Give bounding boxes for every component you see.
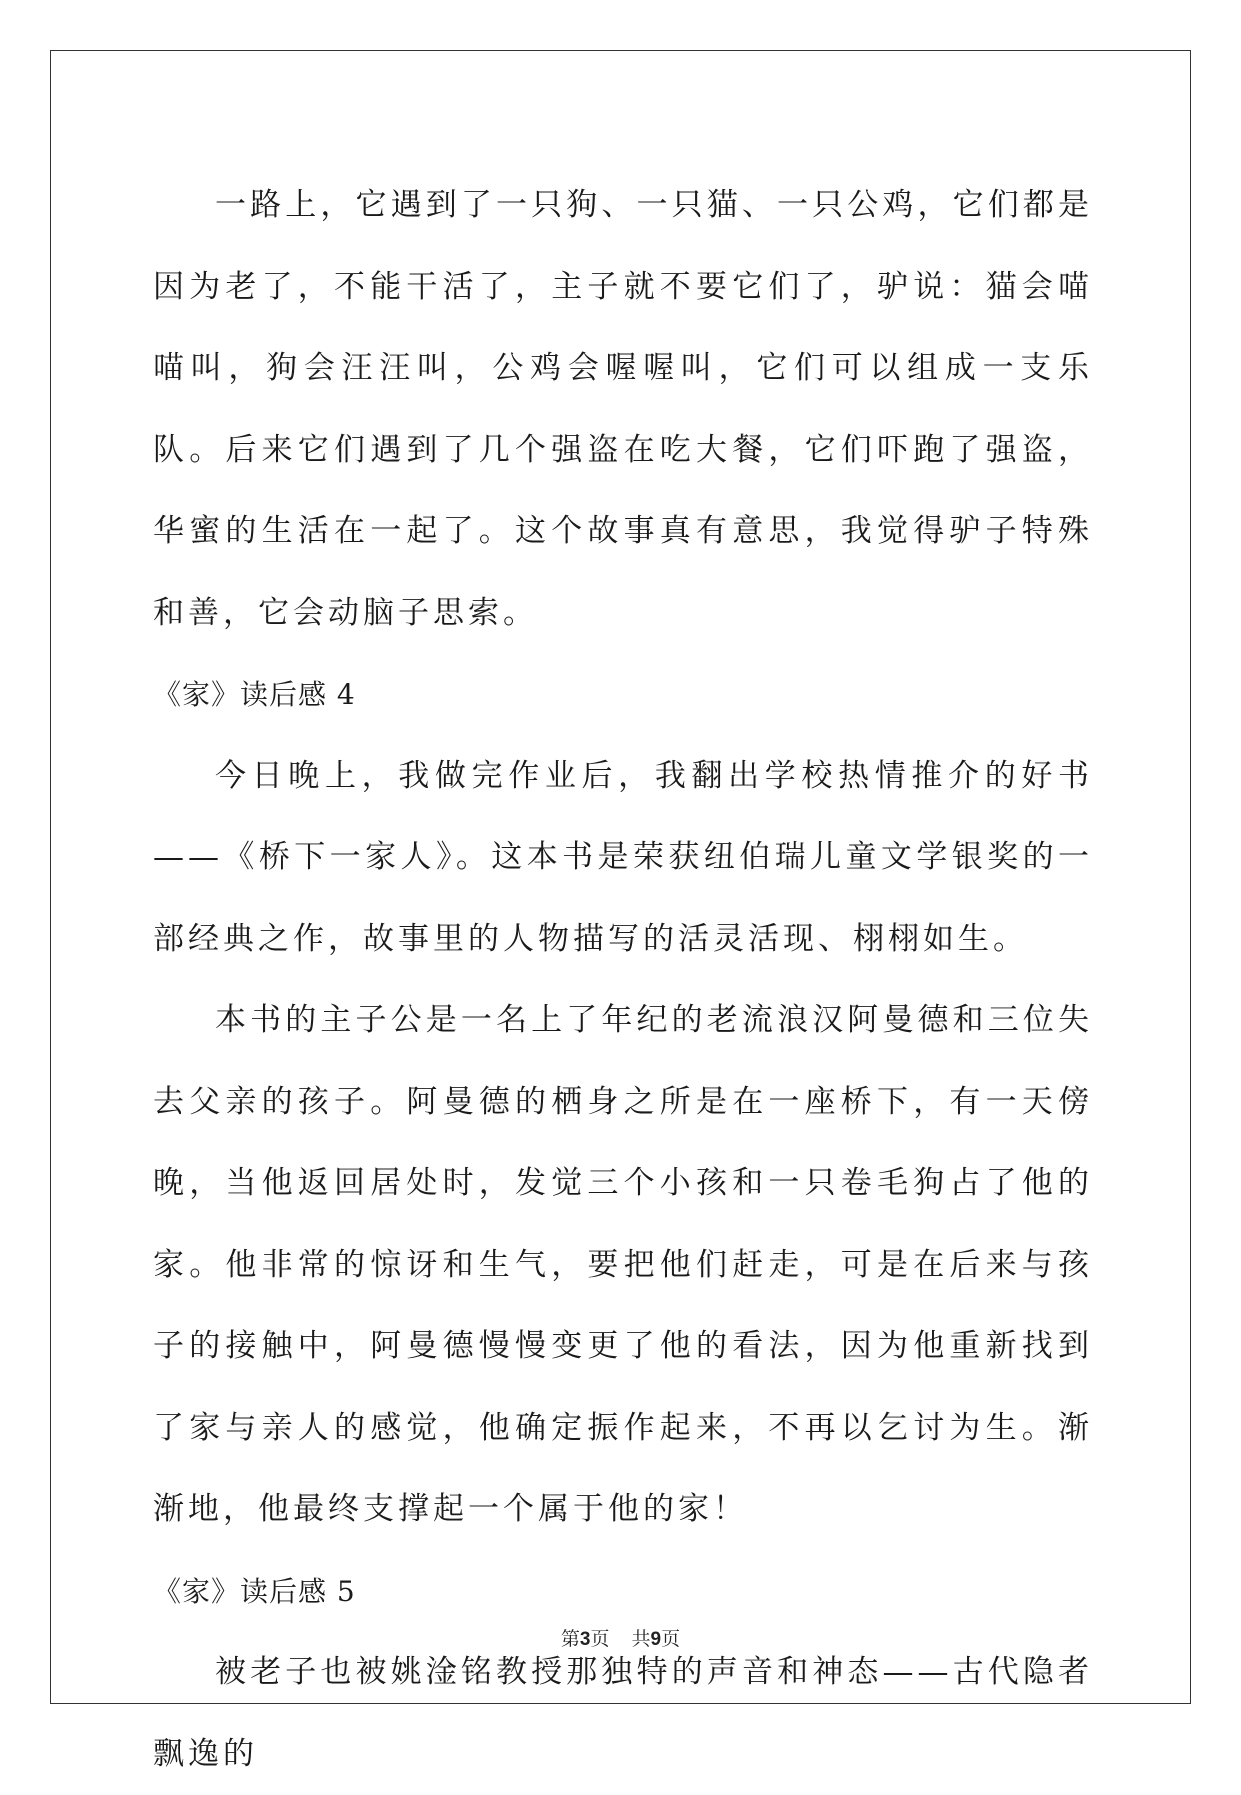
page-footer	[0, 1624, 1241, 1651]
total-prefix: 共	[631, 1628, 651, 1650]
document-body	[153, 165, 1093, 1795]
paragraph: 一路上，它遇到了一只狗、一只猫、一只公鸡，它们都是因为老了，不能干活了，主子就不要它们了，驴说：猫会喵喵叫，狗会汪汪叫，公鸡会喔喔叫，它们可以组成一支乐队。后来它们遇到了几个强盗在吃大餐，它们吓跑了强盗，华蜜的生活在一起了。这个故事真有意思，我觉得驴子特殊和善，它会动脑子思索。	[153, 187, 1093, 631]
paragraph: 今日晚上，我做完作业后，我翻出学校热情推介的好书——《桥下一家人》。这本书是荣获纽伯瑞儿童文学银奖的一部经典之作，故事里的人物描写的活灵活现、栩栩如生。	[153, 757, 1093, 957]
section-heading: 《家》读后感 5	[153, 1574, 356, 1608]
page-number: 3	[579, 1629, 591, 1650]
section-heading: 《家》读后感 4	[153, 678, 356, 711]
paragraph: 本书的主子公是一名上了年纪的老流浪汉阿曼德和三位失去父亲的孩子。阿曼德的栖身之所是在一座桥下，有一天傍晚，当他返回居处时，发觉三个小孩和一只卷毛狗占了他的家。他非常的惊讶和生气，要把他们赶走，可是在后来与孩子的接触中，阿曼德慢慢变更了他的看法，因为他重新找到了家与亲人的感觉，他确定振作起来，不再以乞讨为生。渐渐地，他最终支撑起一个属于他的家！	[153, 1002, 1093, 1527]
page-suffix: 页	[590, 1628, 610, 1650]
paragraph: 被老子也被姚淦铭教授那独特的声音和神态——古代隐者飘逸的	[153, 1654, 1093, 1772]
total-suffix: 页	[661, 1628, 681, 1650]
page-prefix: 第	[560, 1628, 580, 1650]
total-pages: 9	[650, 1629, 662, 1650]
